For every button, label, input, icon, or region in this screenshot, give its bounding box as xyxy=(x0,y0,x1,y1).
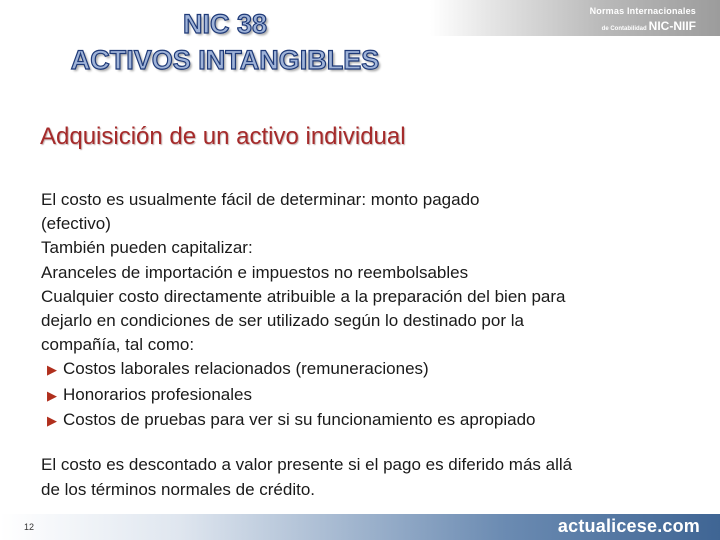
title-line2: ACTIVOS INTANGIBLES xyxy=(70,45,380,75)
arrow-right-icon: ▶ xyxy=(47,387,57,403)
brand-logo[interactable]: actualicese.com xyxy=(557,516,700,536)
logo-line2-small: de Contabilidad xyxy=(601,26,647,32)
body-text xyxy=(41,188,681,433)
closing-line2: de los términos normales de crédito. xyxy=(41,480,316,499)
body-line-2: (efectivo) xyxy=(41,214,111,234)
bullet-text: Honorarios profesionales xyxy=(63,384,252,404)
body-line-1: El costo es usualmente fácil de determinar: monto pagado xyxy=(41,190,480,209)
page-number: 12 xyxy=(24,522,35,532)
title-line1: NIC 38 xyxy=(182,9,268,39)
bullet-item xyxy=(41,357,681,382)
bullet-item xyxy=(41,383,681,408)
arrow-right-icon: ▶ xyxy=(47,412,57,428)
body-line-6: dejarlo en condiciones de ser utilizado según lo destinado por la xyxy=(41,311,524,331)
logo-line1: Normas Internacionales xyxy=(589,6,696,16)
closing-line1: El costo es descontado a valor presente si el pago es diferido más allá xyxy=(41,455,573,474)
slide-subtitle: Adquisición de un activo individual xyxy=(40,123,406,150)
nic-niif-logo xyxy=(556,4,706,34)
header-band xyxy=(430,0,720,36)
slide-title xyxy=(0,6,450,78)
closing-text xyxy=(41,452,691,502)
body-line-4: Aranceles de importación e impuestos no reembolsables xyxy=(41,262,469,282)
arrow-right-icon: ▶ xyxy=(47,362,57,378)
body-line-7: compañía, tal como: xyxy=(41,335,195,355)
logo-line2 xyxy=(602,17,696,35)
logo-line2-big: NIC-NIIF xyxy=(648,19,696,33)
bullet-item xyxy=(41,408,681,433)
bullet-text: Costos de pruebas para ver si su funcionamiento es apropiado xyxy=(63,409,536,429)
body-line-5: Cualquier costo directamente atribuible a la preparación del bien para xyxy=(41,286,566,306)
bullet-text: Costos laborales relacionados (remuneraciones) xyxy=(63,359,429,379)
body-line-3: También pueden capitalizar: xyxy=(41,238,253,258)
footer-bar xyxy=(0,514,720,540)
